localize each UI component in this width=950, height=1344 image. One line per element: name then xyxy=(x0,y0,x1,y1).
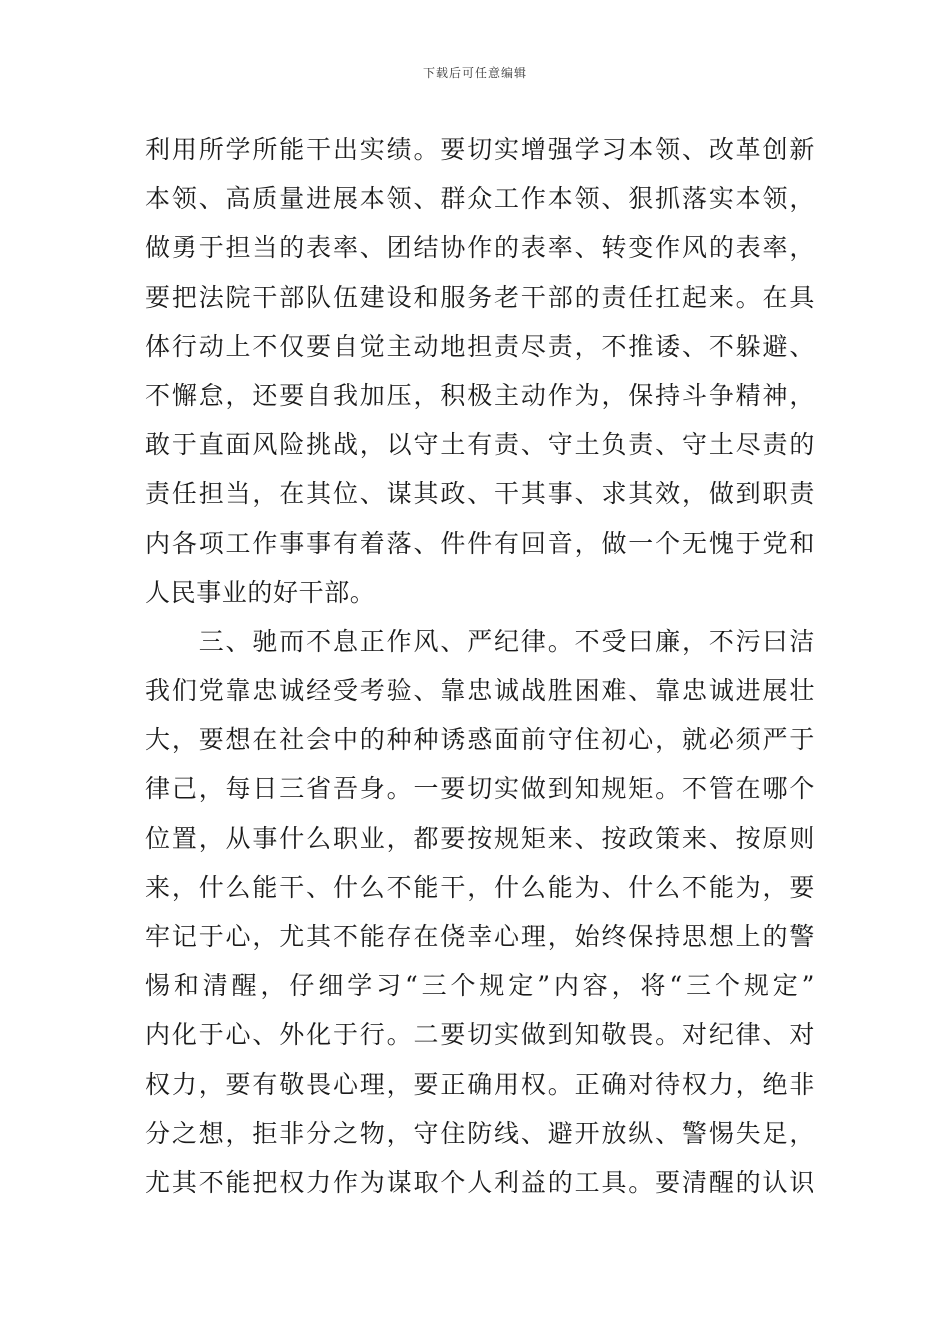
text-line: 惕和清醒，仔细学习“三个规定”内容，将“三个规定” xyxy=(145,971,815,1001)
section-heading-line: 三、驰而不息正作风、严纪律。不受曰廉，不污曰洁 xyxy=(145,626,815,656)
paragraph-end-line: 人民事业的好干部。 xyxy=(145,577,376,607)
text-line: 本领、高质量进展本领、群众工作本领、狠抓落实本领， xyxy=(145,184,815,214)
text-line: 做勇于担当的表率、团结协作的表率、转变作风的表率， xyxy=(145,233,815,263)
text-line: 尤其不能把权力作为谋取个人利益的工具。要清醒的认识 xyxy=(145,1167,815,1197)
text-line: 位置，从事什么职业，都要按规矩来、按政策来、按原则 xyxy=(145,823,815,853)
text-line: 大，要想在社会中的种种诱惑面前守住初心，就必须严于 xyxy=(145,725,815,755)
text-line: 利用所学所能干出实绩。要切实增强学习本领、改革创新 xyxy=(145,135,815,164)
text-line: 内各项工作事事有着落、件件有回音，做一个无愧于党和 xyxy=(145,528,815,558)
text-line: 责任担当，在其位、谋其政、干其事、求其效，做到职责 xyxy=(145,479,815,509)
text-line: 来，什么能干、什么不能干，什么能为、什么不能为，要 xyxy=(145,872,815,902)
page-header: 下载后可任意编辑 xyxy=(422,66,527,80)
text-line: 律己，每日三省吾身。一要切实做到知规矩。不管在哪个 xyxy=(145,774,815,804)
text-line: 我们党靠忠诚经受考验、靠忠诚战胜困难、靠忠诚进展壮 xyxy=(145,676,815,706)
text-line: 内化于心、外化于行。二要切实做到知敬畏。对纪律、对 xyxy=(145,1020,815,1050)
text-line: 要把法院干部队伍建设和服务老干部的责任扛起来。在具 xyxy=(145,282,815,312)
text-line: 牢记于心，尤其不能存在侥幸心理，始终保持思想上的警 xyxy=(145,922,815,951)
text-line: 分之想，拒非分之物，守住防线、避开放纵、警惕失足， xyxy=(145,1118,815,1148)
text-line: 敢于直面风险挑战，以守土有责、守土负责、守土尽责的 xyxy=(145,430,815,460)
text-line: 体行动上不仅要自觉主动地担责尽责，不推诿、不躲避、 xyxy=(145,331,815,361)
text-line: 权力，要有敬畏心理，要正确用权。正确对待权力，绝非 xyxy=(145,1069,815,1099)
text-line: 不懈怠，还要自我加压，积极主动作为，保持斗争精神， xyxy=(145,380,815,410)
document-body xyxy=(145,125,815,1207)
